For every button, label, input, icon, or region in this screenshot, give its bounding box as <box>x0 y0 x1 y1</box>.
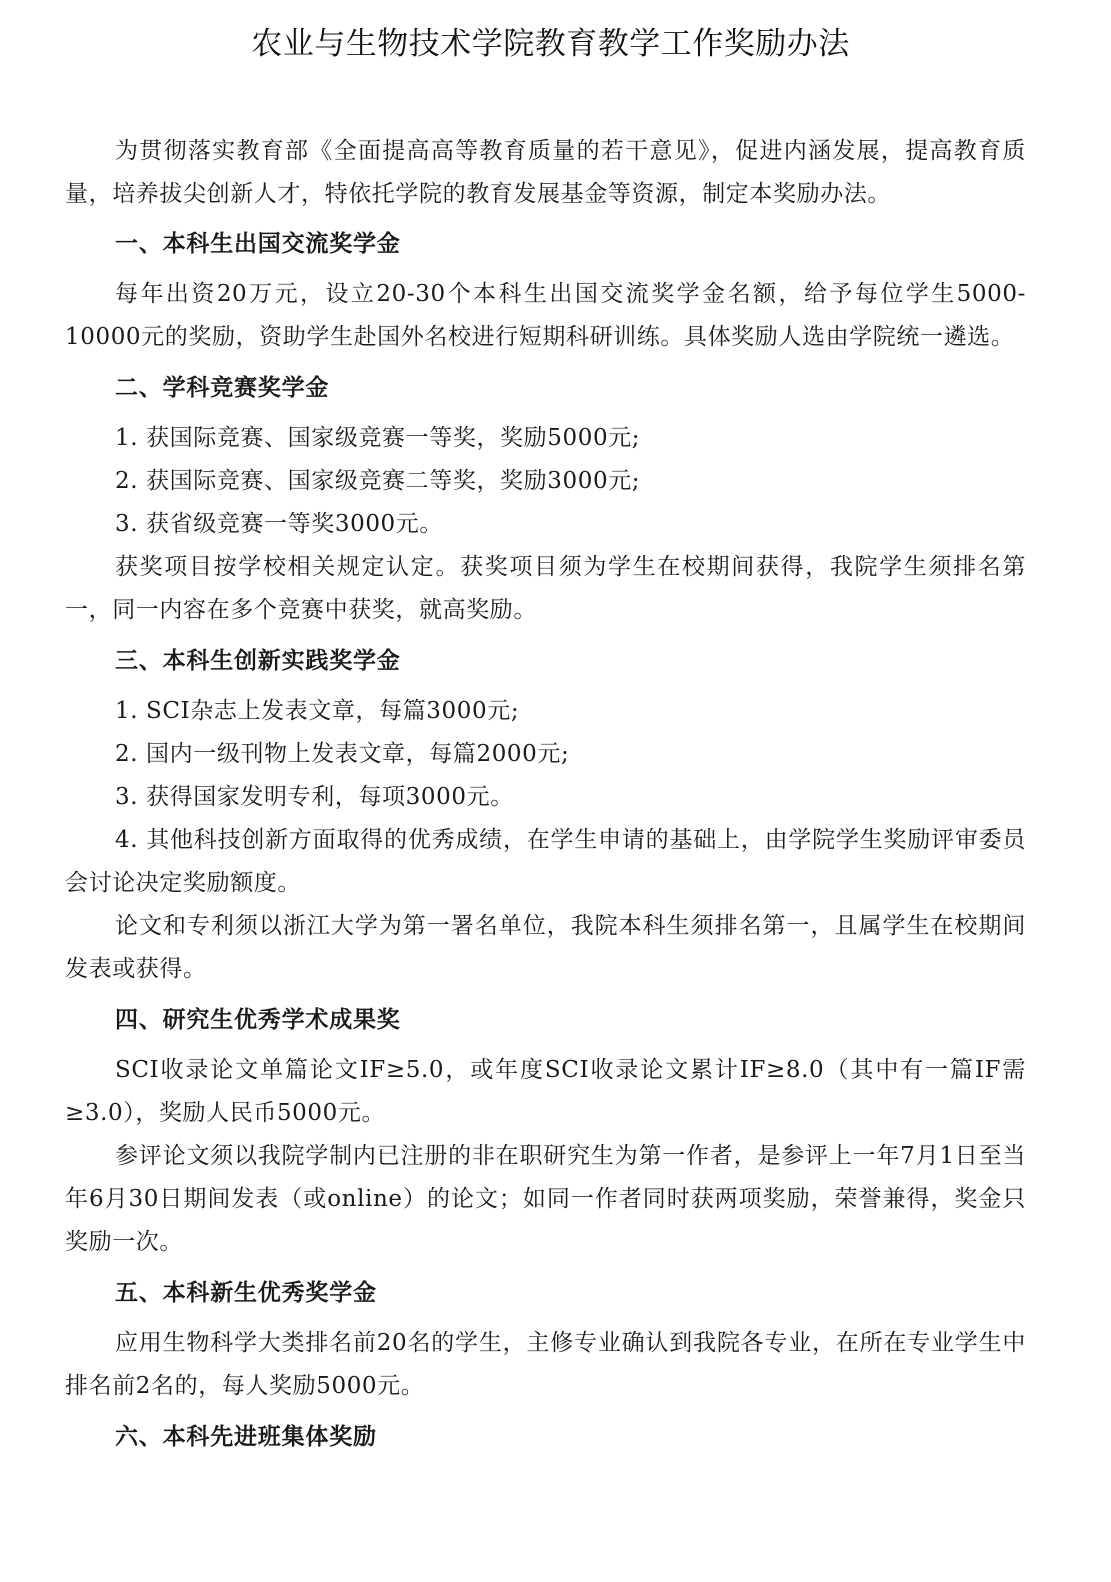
body-paragraph: 获奖项目按学校相关规定认定。获奖项目须为学生在校期间获得，我院学生须排名第一，同一内容在多个竞赛中获奖，就高奖励。 <box>65 554 1026 623</box>
list-item: 4. 其他科技创新方面取得的优秀成绩，在学生申请的基础上，由学院学生奖励评审委员会讨论决定奖励额度。 <box>65 827 1026 896</box>
document-title: 农业与生物技术学院教育教学工作奖励办法 <box>251 26 850 62</box>
section-heading: 一、本科生出国交流奖学金 <box>115 231 401 257</box>
list-item: 3. 获省级竞赛一等奖3000元。 <box>115 511 443 537</box>
intro-paragraph: 为贯彻落实教育部《全面提高高等教育质量的若干意见》，促进内涵发展，提高教育质量，培养拔尖创新人才，特依托学院的教育发展基金等资源，制定本奖励办法。 <box>65 138 1026 207</box>
body-paragraph: SCI收录论文单篇论文IF≥5.0，或年度SCI收录论文累计IF≥8.0（其中有一篇IF需≥3.0），奖励人民币5000元。 <box>65 1057 1026 1126</box>
list-item: 3. 获得国家发明专利，每项3000元。 <box>115 784 514 810</box>
section-heading: 三、本科生创新实践奖学金 <box>115 648 401 674</box>
section-heading: 二、学科竞赛奖学金 <box>115 375 330 401</box>
list-item: 2. 获国际竞赛、国家级竞赛二等奖，奖励3000元; <box>115 468 641 494</box>
list-item: 1. SCI杂志上发表文章，每篇3000元; <box>115 698 520 724</box>
section-heading: 四、研究生优秀学术成果奖 <box>115 1007 401 1033</box>
body-paragraph: 每年出资20万元，设立20-30个本科生出国交流奖学金名额，给予每位学生5000-10000元的奖励，资助学生赴国外名校进行短期科研训练。具体奖励人选由学院统一遴选。 <box>65 281 1026 350</box>
list-item: 1. 获国际竞赛、国家级竞赛一等奖，奖励5000元; <box>115 425 641 451</box>
list-item: 2. 国内一级刊物上发表文章，每篇2000元; <box>115 741 570 767</box>
section-heading: 六、本科先进班集体奖励 <box>115 1424 377 1450</box>
body-paragraph: 应用生物科学大类排名前20名的学生，主修专业确认到我院各专业，在所在专业学生中排名前2名的，每人奖励5000元。 <box>65 1330 1026 1399</box>
section-heading: 五、本科新生优秀奖学金 <box>115 1280 377 1306</box>
body-paragraph: 参评论文须以我院学制内已注册的非在职研究生为第一作者，是参评上一年7月1日至当年6月30日期间发表（或online）的论文；如同一作者同时获两项奖励，荣誉兼得，奖金只奖励一次。 <box>65 1143 1026 1255</box>
document-body <box>65 130 1026 1459</box>
body-paragraph: 论文和专利须以浙江大学为第一署名单位，我院本科生须排名第一，且属学生在校期间发表或获得。 <box>65 913 1026 982</box>
